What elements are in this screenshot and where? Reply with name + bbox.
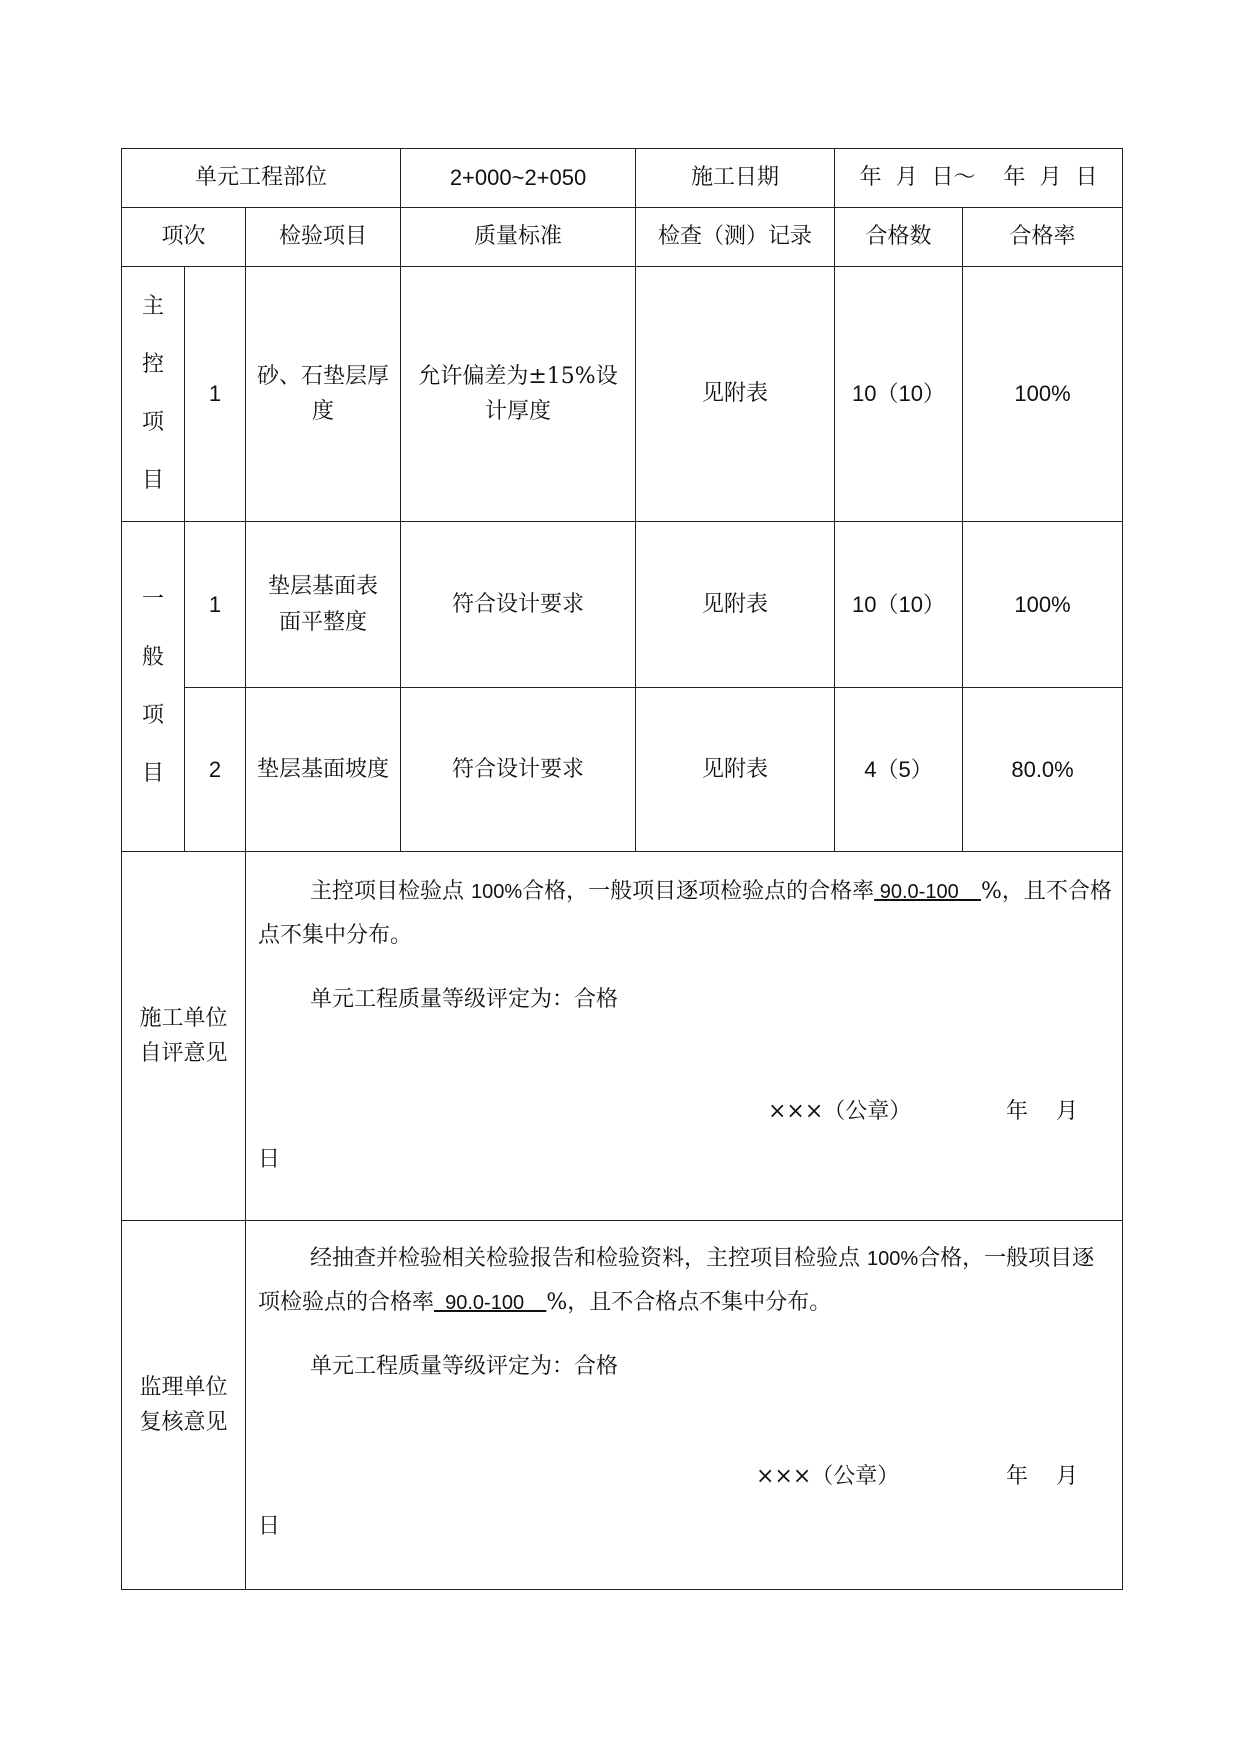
inspection-item: 垫层基面坡度 xyxy=(246,688,401,852)
general-label: 一 般 项 目 xyxy=(122,522,185,852)
col-pass-rate: 合格率 xyxy=(963,208,1123,267)
pass-rate: 100% xyxy=(963,267,1123,522)
table-row xyxy=(122,522,1123,688)
inspection-item: 垫层基面表面平整度 xyxy=(246,522,401,688)
item-number: 2 xyxy=(185,688,246,852)
contractor-grade: 单元工程质量等级评定为：合格 xyxy=(310,987,619,1012)
contractor-date-ym: 年 月 xyxy=(1006,1099,1078,1124)
table-row xyxy=(122,267,1123,522)
check-record: 见附表 xyxy=(636,267,835,522)
part-value: 2+000~2+050 xyxy=(401,149,636,208)
pass-rate: 100% xyxy=(963,522,1123,688)
quality-standard: 符合设计要求 xyxy=(401,688,636,852)
date-label: 施工日期 xyxy=(636,149,835,208)
check-record: 见附表 xyxy=(636,688,835,852)
supervisor-opinion-text: 经抽查并检验相关检验报告和检验资料，主控项目检验点 100%合格，一般项目逐项检验点的合格率 90.0-100 %，且不合格点不集中分布。 xyxy=(258,1246,1095,1315)
quality-standard: 允许偏差为±15%设计厚度 xyxy=(401,267,636,522)
contractor-date-d: 日 xyxy=(258,1147,281,1172)
col-pass-count: 合格数 xyxy=(835,208,963,267)
contractor-opinion-row xyxy=(122,852,1123,1221)
supervisor-date-d: 日 xyxy=(258,1514,281,1539)
supervisor-opinion-row xyxy=(122,1221,1123,1590)
contractor-opinion-text: 主控项目检验点 100%合格，一般项目逐项检验点的合格率 90.0-100 %，且不合格点不集中分布。 xyxy=(258,879,1112,948)
pass-count: 4（5） xyxy=(835,688,963,852)
main-control-label: 主 控 项 目 xyxy=(122,267,185,522)
supervisor-seal: ×××（公章） xyxy=(756,1464,900,1489)
quality-assessment-table xyxy=(121,148,1123,1590)
item-number: 1 xyxy=(185,522,246,688)
col-item-no: 项次 xyxy=(122,208,246,267)
supervisor-grade: 单元工程质量等级评定为：合格 xyxy=(310,1354,619,1379)
column-header-row xyxy=(122,208,1123,267)
supervisor-opinion xyxy=(246,1221,1123,1590)
contractor-label: 施工单位 自评意见 xyxy=(122,852,246,1221)
item-number: 1 xyxy=(185,267,246,522)
table-row xyxy=(122,688,1123,852)
pass-count: 10（10） xyxy=(835,522,963,688)
date-value: 年 月 日～ 年 月 日 xyxy=(835,149,1123,208)
part-label: 单元工程部位 xyxy=(122,149,401,208)
col-quality-standard: 质量标准 xyxy=(401,208,636,267)
inspection-item: 砂、石垫层厚度 xyxy=(246,267,401,522)
pass-count: 10（10） xyxy=(835,267,963,522)
col-inspection-item: 检验项目 xyxy=(246,208,401,267)
col-check-record: 检查（测）记录 xyxy=(636,208,835,267)
supervisor-label: 监理单位 复核意见 xyxy=(122,1221,246,1590)
header-row xyxy=(122,149,1123,208)
pass-rate: 80.0% xyxy=(963,688,1123,852)
check-record: 见附表 xyxy=(636,522,835,688)
contractor-opinion xyxy=(246,852,1123,1221)
contractor-seal: ×××（公章） xyxy=(768,1099,912,1124)
supervisor-date-ym: 年 月 xyxy=(1006,1464,1078,1489)
quality-standard: 符合设计要求 xyxy=(401,522,636,688)
